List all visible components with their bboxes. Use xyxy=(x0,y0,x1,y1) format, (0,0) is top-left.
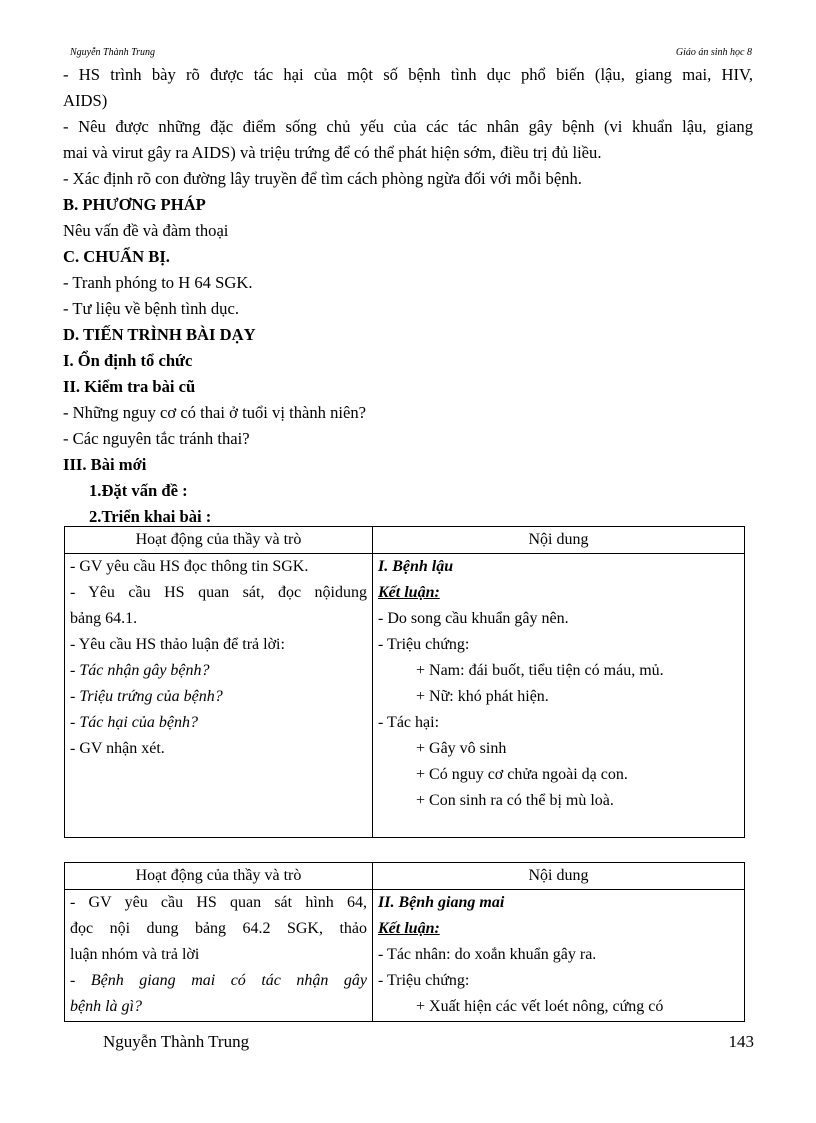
objective-1-cont: AIDS) xyxy=(63,91,108,110)
t1-left-line: - Triệu trứng của bệnh? xyxy=(70,688,223,705)
footer-author: Nguyễn Thành Trung xyxy=(103,1032,250,1051)
t1-right-line: + Nữ: khó phát hiện. xyxy=(416,688,549,705)
t2-right-line: - Tác nhân: do xoắn khuẩn gây ra. xyxy=(378,946,597,963)
t1-right-line: - Triệu chứng: xyxy=(378,636,470,653)
t2-left-line: - GV yêu cầu HS quan sát hình 64, xyxy=(70,894,367,911)
page-number: 143 xyxy=(728,1032,754,1051)
t1-left-line: - GV nhận xét. xyxy=(70,740,165,757)
table1-header-activity: Hoạt động của thầy và trò xyxy=(65,527,373,554)
objective-2: - Nêu được những đặc điểm sống chủ yếu của các tác nhân gây bệnh (vi khuẩn lậu, giang xyxy=(63,117,753,136)
t2-left-line: bệnh là gì? xyxy=(70,998,142,1015)
prep-item-1: - Tranh phóng to H 64 SGK. xyxy=(63,273,253,292)
review-question-2: - Các nguyên tắc tránh thai? xyxy=(63,429,250,448)
objective-1: - HS trình bày rõ được tác hại của một số bệnh tình dục phổ biến (lậu, giang mai, HIV, xyxy=(63,65,753,84)
lesson-body xyxy=(63,62,753,530)
table2-activity-cell xyxy=(65,890,373,1022)
header-subject: Giáo án sinh học 8 xyxy=(675,47,752,58)
t1-section-title: I. Bệnh lậu xyxy=(378,558,454,575)
objective-2-cont: mai và virut gây ra AIDS) và triệu trứng để có thể phát hiện sớm, điều trị đủ liều. xyxy=(63,143,602,162)
method-text: Nêu vấn đề và đàm thoại xyxy=(63,221,229,240)
t2-right-line: - Triệu chứng: xyxy=(378,972,470,989)
activity-table-1 xyxy=(64,526,745,838)
t2-left-line: luận nhóm và trả lời xyxy=(70,946,200,963)
t1-right-line: + Có nguy cơ chửa ngoài dạ con. xyxy=(416,766,628,783)
table2-header-content: Nội dung xyxy=(373,863,745,890)
t1-right-line: + Gây vô sinh xyxy=(416,740,507,757)
section-d-heading: D. TIẾN TRÌNH BÀI DẠY xyxy=(63,325,256,344)
prep-item-2: - Tư liệu về bệnh tình dục. xyxy=(63,299,239,318)
t1-left-line: - GV yêu cầu HS đọc thông tin SGK. xyxy=(70,558,309,575)
t1-right-line: - Tác hại: xyxy=(378,714,440,731)
table2-content-cell xyxy=(373,890,745,1022)
step-2-heading: II. Kiểm tra bài cũ xyxy=(63,377,196,396)
objective-3: - Xác định rõ con đường lây truyền để tìm cách phòng ngừa đối với mỗi bệnh. xyxy=(63,169,582,188)
t1-right-line: + Nam: đái buốt, tiểu tiện có máu, mủ. xyxy=(416,662,664,679)
section-c-heading: C. CHUẨN BỊ. xyxy=(63,247,170,266)
activity-table-2 xyxy=(64,862,745,1022)
substep-2: 2.Triển khai bài : xyxy=(89,507,212,526)
t2-left-line: - Bệnh giang mai có tác nhận gây xyxy=(70,972,367,989)
t1-left-line: - Yêu cầu HS thảo luận để trả lời: xyxy=(70,636,285,653)
review-question-1: - Những nguy cơ có thai ở tuổi vị thành niên? xyxy=(63,403,367,422)
t1-left-line: bảng 64.1. xyxy=(70,610,138,627)
t2-right-line: + Xuất hiện các vết loét nông, cứng có xyxy=(416,998,664,1015)
section-b-heading: B. PHƯƠNG PHÁP xyxy=(63,195,206,214)
t1-left-line: - Yêu cầu HS quan sát, đọc nộidung xyxy=(70,584,367,601)
table1-header-content: Nội dung xyxy=(373,527,745,554)
step-3-heading: III. Bài mới xyxy=(63,455,147,474)
header-author: Nguyễn Thành Trung xyxy=(70,47,156,58)
table1-content-cell xyxy=(373,554,745,838)
table2-header-activity: Hoạt động của thầy và trò xyxy=(65,863,373,890)
table1-activity-cell xyxy=(65,554,373,838)
t2-section-title: II. Bệnh giang mai xyxy=(378,894,505,911)
step-1-heading: I. Ổn định tổ chức xyxy=(63,351,193,370)
t2-conclusion-label: Kết luận: xyxy=(378,920,440,937)
t1-right-line: + Con sinh ra có thể bị mù loà. xyxy=(416,792,614,809)
t1-left-line: - Tác hại của bệnh? xyxy=(70,714,198,731)
t1-left-line: - Tác nhận gây bệnh? xyxy=(70,662,210,679)
t1-conclusion-label: Kết luận: xyxy=(378,584,440,601)
t2-left-line: đọc nội dung bảng 64.2 SGK, thảo xyxy=(70,920,367,937)
substep-1: 1.Đặt vấn đề : xyxy=(89,481,188,500)
t1-right-line: - Do song cầu khuẩn gây nên. xyxy=(378,610,569,627)
